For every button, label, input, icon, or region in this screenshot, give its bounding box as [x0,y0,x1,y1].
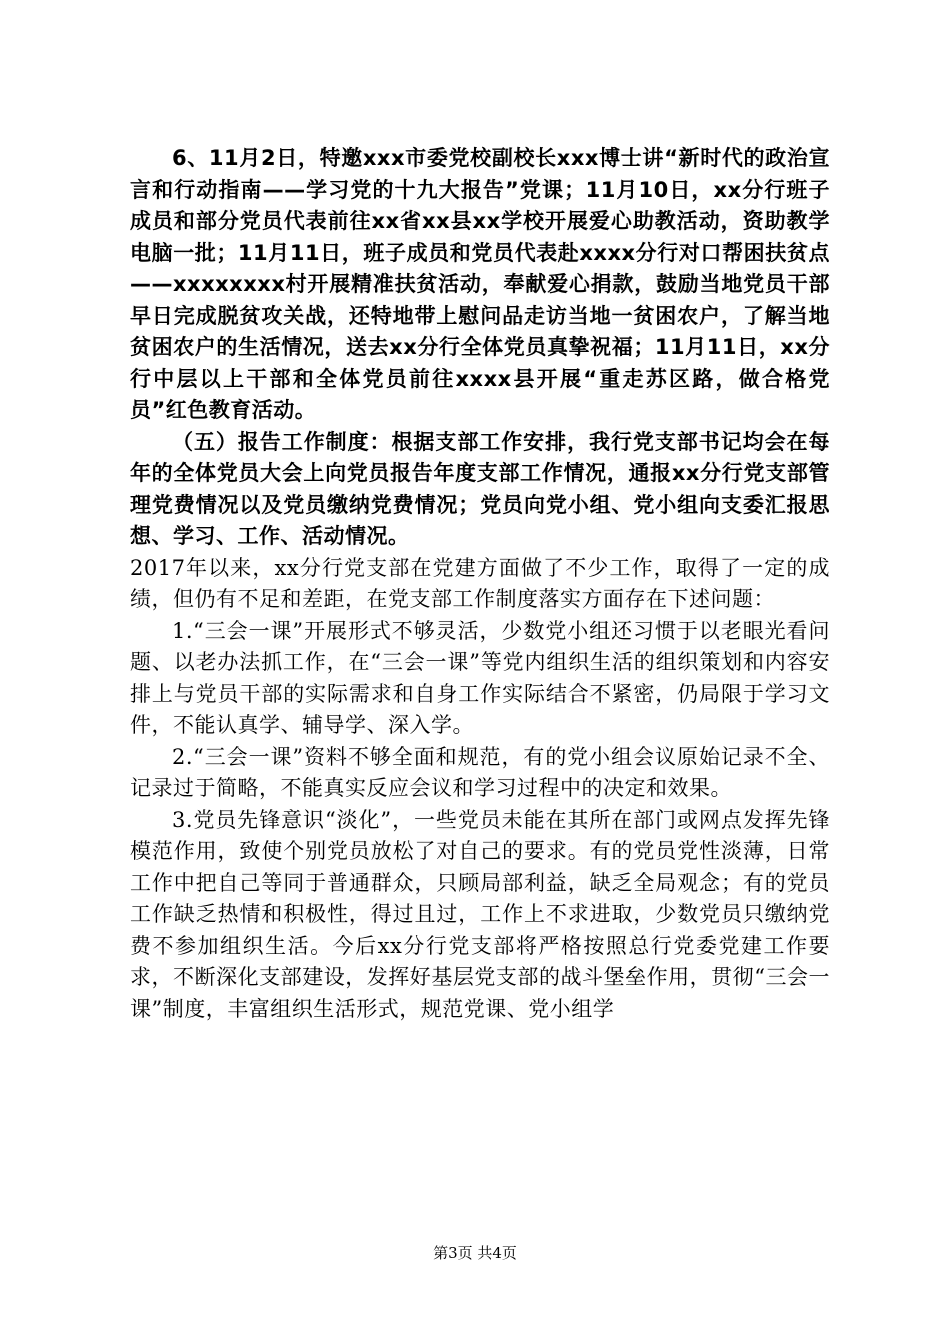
document-body [130,143,830,1025]
paragraph-problem-1: 1.“三会一课”开展形式不够灵活，少数党小组还习惯于以老眼光看问题、以老办法抓工作，在“三会一课”等党内组织生活的组织策划和内容安排上与党员干部的实际需求和自身工作实际结合不紧密，仍局限于学习文件，不能认真学、辅导学、深入学。 [130,618,830,737]
paragraph-problems-intro: 2017年以来，xx分行党支部在党建方面做了不少工作，取得了一定的成绩，但仍有不足和差距，在党支部工作制度落实方面存在下述问题： [130,555,830,611]
page-number-footer: 第3页 共4页 [433,1244,517,1262]
paragraph-activity-6: 6、11月2日，特邀xxx市委党校副校长xxx博士讲“新时代的政治宣言和行动指南——学习党的十九大报告”党课；11月10日，xx分行班子成员和部分党员代表前往xx省xx县xx学校开展爱心助教活动，资助教学电脑一批；11月11日，班子成员和党员代表赴xxxx分行对口帮困扶贫点——xxxxxxxx村开展精准扶贫活动，奉献爱心捐款，鼓励当地党员干部早日完成脱贫攻关战，还特地带上慰问品走访当地一贫困农户，了解当地贫困农户的生活情况，送去xx分行全体党员真挚祝福；11月11日，xx分行中层以上干部和全体党员前往xxxx县开展“重走苏区路，做合格党员”红色教育活动。 [130,146,830,422]
paragraph-problem-2: 2.“三会一课”资料不够全面和规范，有的党小组会议原始记录不全、记录过于简略，不能真实反应会议和学习过程中的决定和效果。 [130,744,830,800]
paragraph-problem-3: 3.党员先锋意识“淡化”，一些党员未能在其所在部门或网点发挥先锋模范作用，致使个别党员放松了对自己的要求。有的党员党性淡薄，日常工作中把自己等同于普通群众，只顾局部利益，缺乏全局观念；有的党员工作缺乏热情和积极性，得过且过，工作上不求进取，少数党员只缴纳党费不参加组织生活。今后xx分行党支部将严格按照总行党委党建工作要求，不断深化支部建设，发挥好基层党支部的战斗堡垒作用，贯彻“三会一课”制度，丰富组织生活形式，规范党课、党小组学 [130,807,830,1021]
paragraph-report-system: （五）报告工作制度：根据支部工作安排，我行党支部书记均会在每年的全体党员大会上向党员报告年度支部工作情况，通报xx分行党支部管理党费情况以及党员缴纳党费情况；党员向党小组、党小组向支委汇报思想、学习、工作、活动情况。 [130,429,830,548]
